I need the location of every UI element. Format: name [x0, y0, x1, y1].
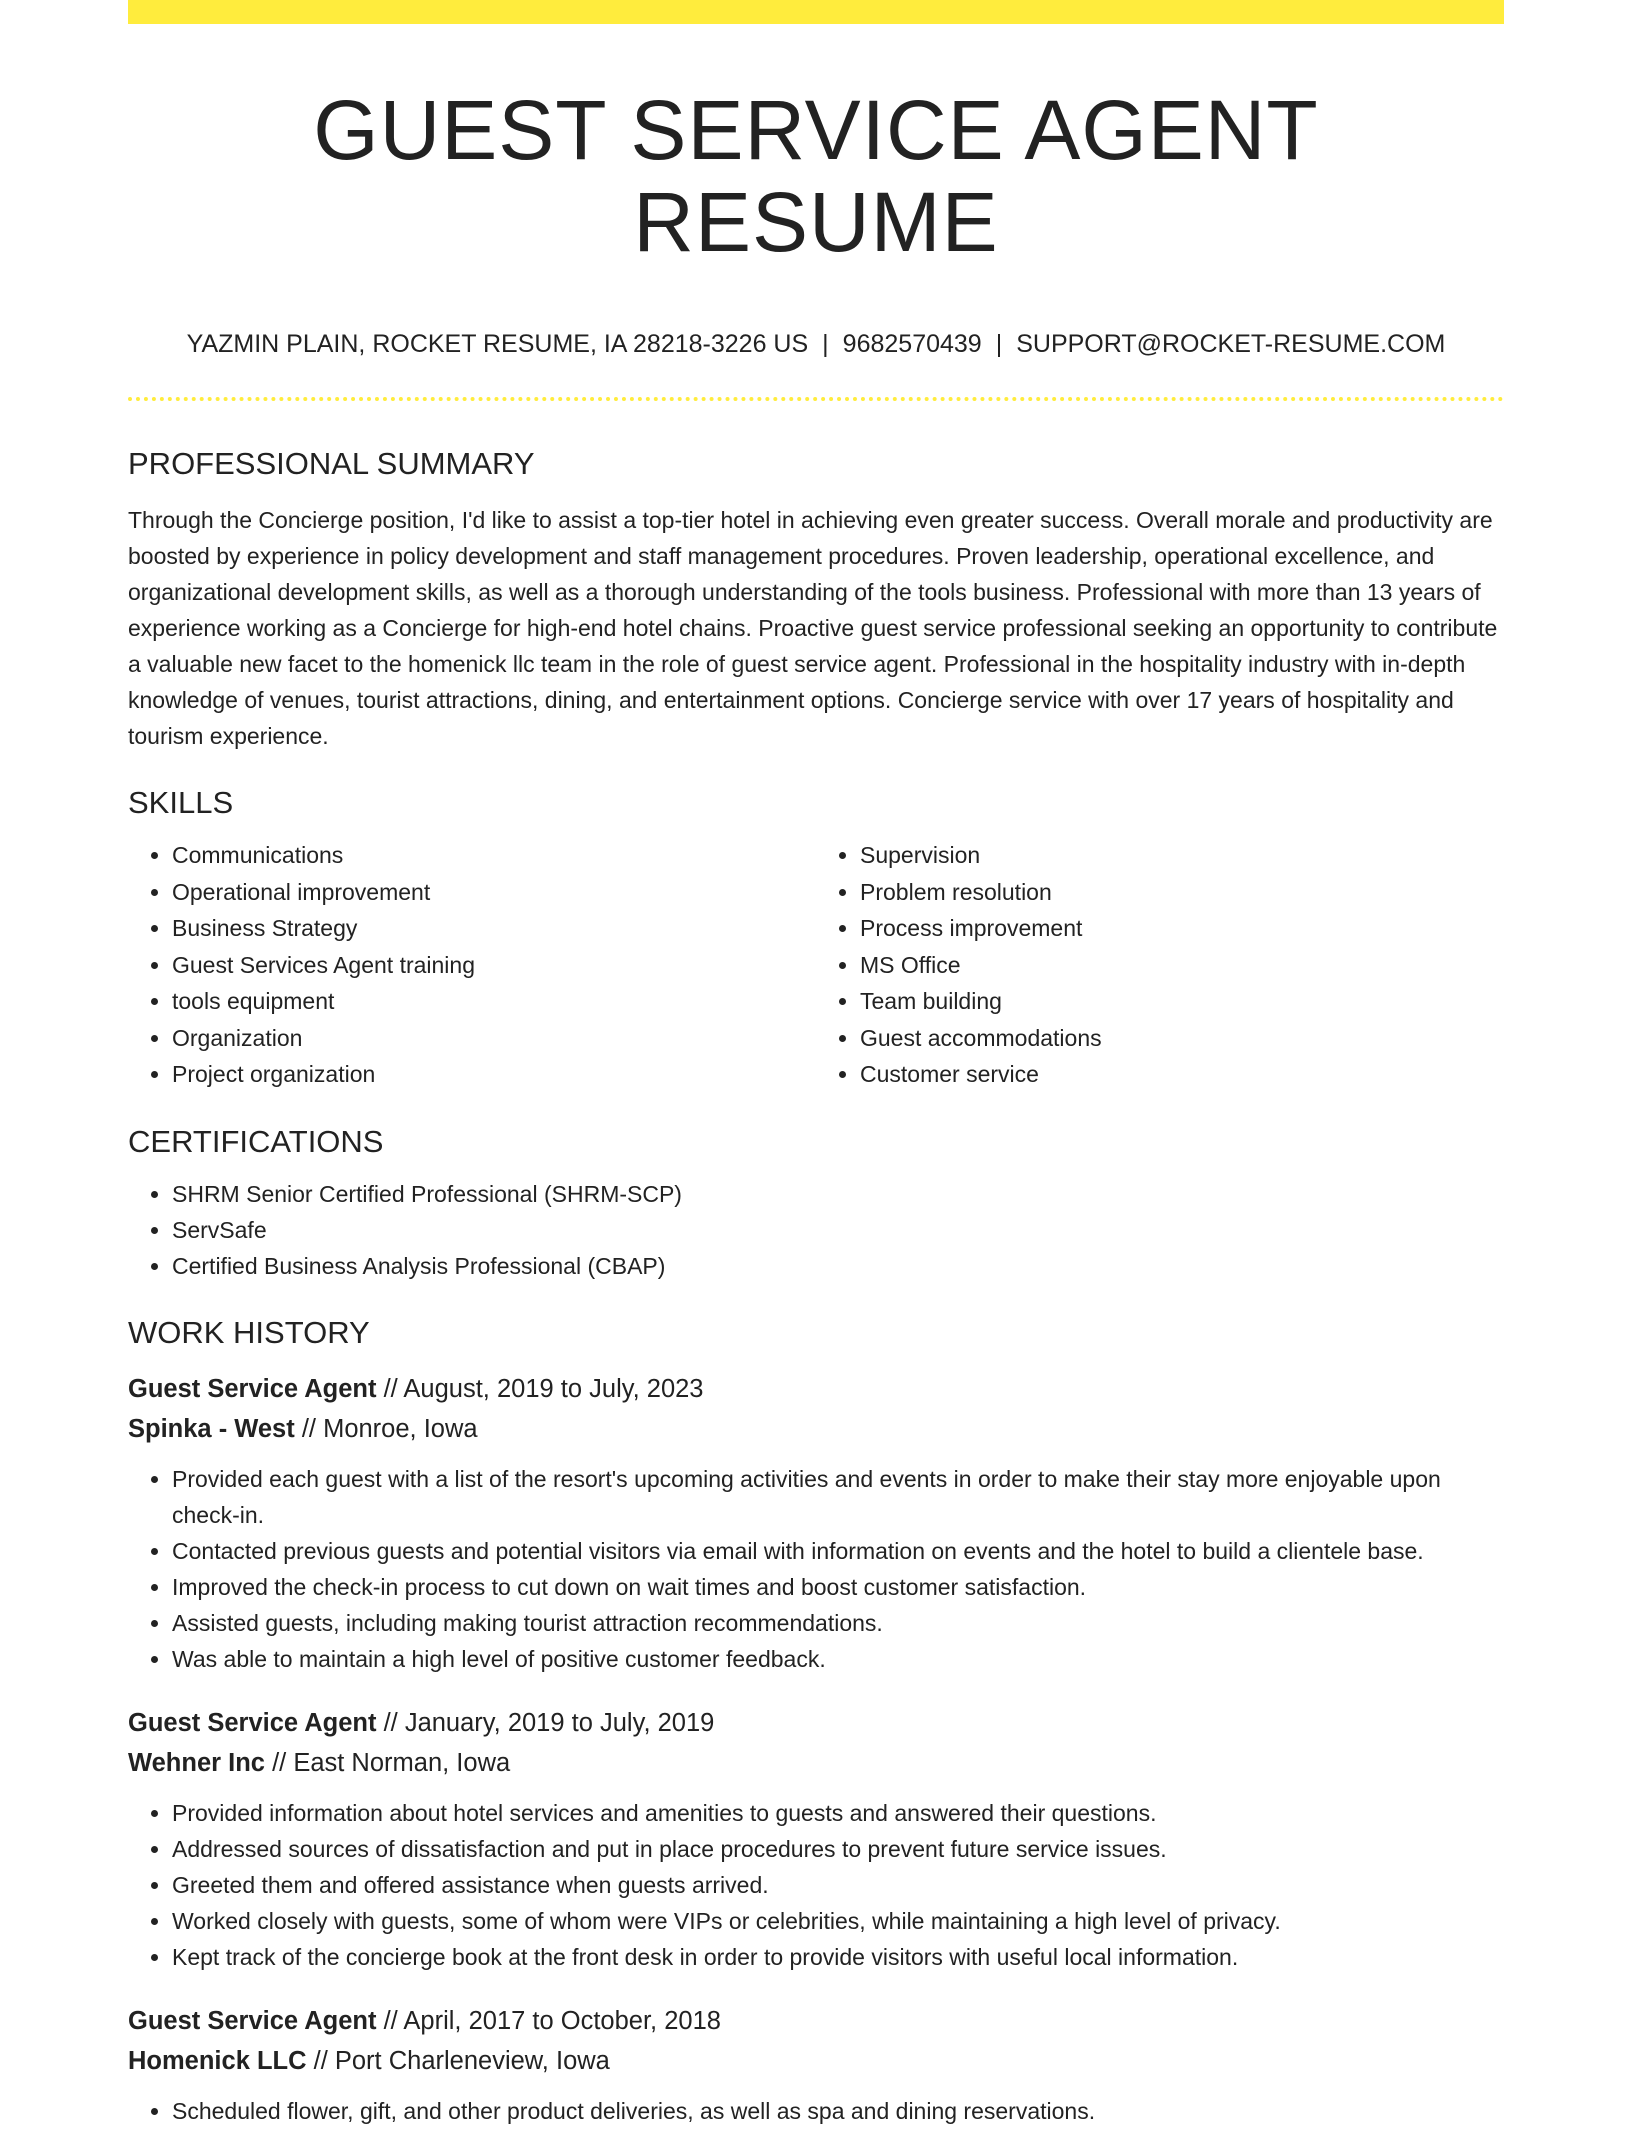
skill-item: • Guest Services Agent training: [172, 947, 816, 984]
skill-item: • Customer service: [860, 1056, 1504, 1093]
contact-separator: |: [822, 329, 829, 358]
duty-item: • Provided each guest with a list of the resort's upcoming activities and events in order to make their stay more enjoyable upon check-in.: [172, 1461, 1504, 1533]
skill-item: • Team building: [860, 983, 1504, 1020]
job-role: Guest Service Agent: [128, 2007, 377, 2036]
job-entry: [128, 1369, 1504, 1677]
contact-email: SUPPORT@ROCKET-RESUME.COM: [1016, 329, 1446, 358]
dotted-divider: [128, 397, 1504, 401]
duty-item: • Contacted previous guests and potential visitors via email with information on events and the hotel to build a clientele base.: [172, 1533, 1504, 1569]
contact-line: [128, 329, 1504, 359]
duty-item: • Scheduled flower, gift, and other product deliveries, as well as spa and dining reservations.: [172, 2093, 1504, 2129]
duty-item: • Worked closely with guests, some of whom were VIPs or celebrities, while maintaining a high level of privacy.: [172, 1903, 1504, 1939]
job-company: Wehner Inc: [128, 1749, 265, 1778]
job-duties: [128, 1795, 1504, 1975]
certifications-list: [128, 1176, 1504, 1284]
duty-item: • Provided information about hotel services and amenities to guests and answered their questions.: [172, 1795, 1504, 1831]
job-dates: // August, 2019 to July, 2023: [376, 1375, 704, 1404]
job-company: Spinka - West: [128, 1415, 295, 1444]
job-company-line: [128, 1743, 1504, 1783]
certification-item: • ServSafe: [172, 1212, 1504, 1248]
skills-grid: [128, 837, 1504, 1093]
skill-item: • Problem resolution: [860, 874, 1504, 911]
duty-item: • Assisted guests, including making tourist attraction recommendations.: [172, 1605, 1504, 1641]
skill-item: • Operational improvement: [172, 874, 816, 911]
skills-left-column: [128, 837, 816, 1093]
job-location: // Monroe, Iowa: [294, 1415, 478, 1444]
job-location: // Port Charleneview, Iowa: [306, 2047, 610, 2076]
job-duties: [128, 2093, 1504, 2129]
certifications-heading: CERTIFICATIONS: [128, 1123, 384, 1159]
summary-text: Through the Concierge position, I'd like to assist a top-tier hotel in achieving even greater success. Overall morale and productivity are boosted by experience in policy development and staff management procedures. Proven leadership, operational excellence, and organizational development skills, as well as a thorough understanding of the tools business. Professional with more than 13 years of experience working as a Concierge for high-end hotel chains. Proactive guest service professional seeking an opportunity to contribute a valuable new facet to the homenick llc team in the role of guest service agent. Professional in the hospitality industry with in-depth knowledge of venues, tourist attractions, dining, and entertainment options. Concierge service with over 17 years of hospitality and tourism experience.: [128, 506, 1498, 749]
work-history-heading: WORK HISTORY: [128, 1314, 370, 1350]
skills-right-column: [816, 837, 1504, 1093]
duty-item: • Was able to maintain a high level of positive customer feedback.: [172, 1641, 1504, 1677]
job-title-line: [128, 2001, 1504, 2041]
accent-top-bar: [128, 0, 1504, 24]
job-company: Homenick LLC: [128, 2047, 307, 2076]
skills-heading: SKILLS: [128, 784, 234, 820]
job-entry: [128, 1703, 1504, 1975]
resume-title: GUEST SERVICE AGENT RESUME: [313, 83, 1319, 270]
duty-item: • Addressed sources of dissatisfaction and put in place procedures to prevent future service issues.: [172, 1831, 1504, 1867]
skill-item: • MS Office: [860, 947, 1504, 984]
job-role: Guest Service Agent: [128, 1375, 377, 1404]
resume-page: [128, 0, 1504, 2129]
job-dates: // April, 2017 to October, 2018: [376, 2007, 721, 2036]
summary-heading: PROFESSIONAL SUMMARY: [128, 445, 535, 481]
contact-separator: |: [995, 329, 1003, 358]
job-dates: // January, 2019 to July, 2019: [376, 1709, 715, 1738]
duty-item: • Kept track of the concierge book at the front desk in order to provide visitors with useful local information.: [172, 1939, 1504, 1975]
job-location: // East Norman, Iowa: [264, 1749, 511, 1778]
skill-item: • Project organization: [172, 1056, 816, 1093]
certification-item: • Certified Business Analysis Professional (CBAP): [172, 1248, 1504, 1284]
skill-item: • Business Strategy: [172, 910, 816, 947]
job-title-line: [128, 1369, 1504, 1409]
job-role: Guest Service Agent: [128, 1709, 377, 1738]
duty-item: • Greeted them and offered assistance when guests arrived.: [172, 1867, 1504, 1903]
duty-item: • Improved the check-in process to cut down on wait times and boost customer satisfaction.: [172, 1569, 1504, 1605]
skill-item: • Organization: [172, 1020, 816, 1057]
job-entry: [128, 2001, 1504, 2129]
certification-item: • SHRM Senior Certified Professional (SHRM-SCP): [172, 1176, 1504, 1212]
skill-item: • Guest accommodations: [860, 1020, 1504, 1057]
skill-item: • tools equipment: [172, 983, 816, 1020]
contact-phone: 9682570439: [842, 329, 982, 358]
skill-item: • Communications: [172, 837, 816, 874]
skill-item: • Supervision: [860, 837, 1504, 874]
skill-item: • Process improvement: [860, 910, 1504, 947]
job-duties: [128, 1461, 1504, 1677]
job-company-line: [128, 1409, 1504, 1449]
job-company-line: [128, 2041, 1504, 2081]
contact-address: YAZMIN PLAIN, ROCKET RESUME, IA 28218-3226 US: [186, 329, 809, 358]
job-title-line: [128, 1703, 1504, 1743]
